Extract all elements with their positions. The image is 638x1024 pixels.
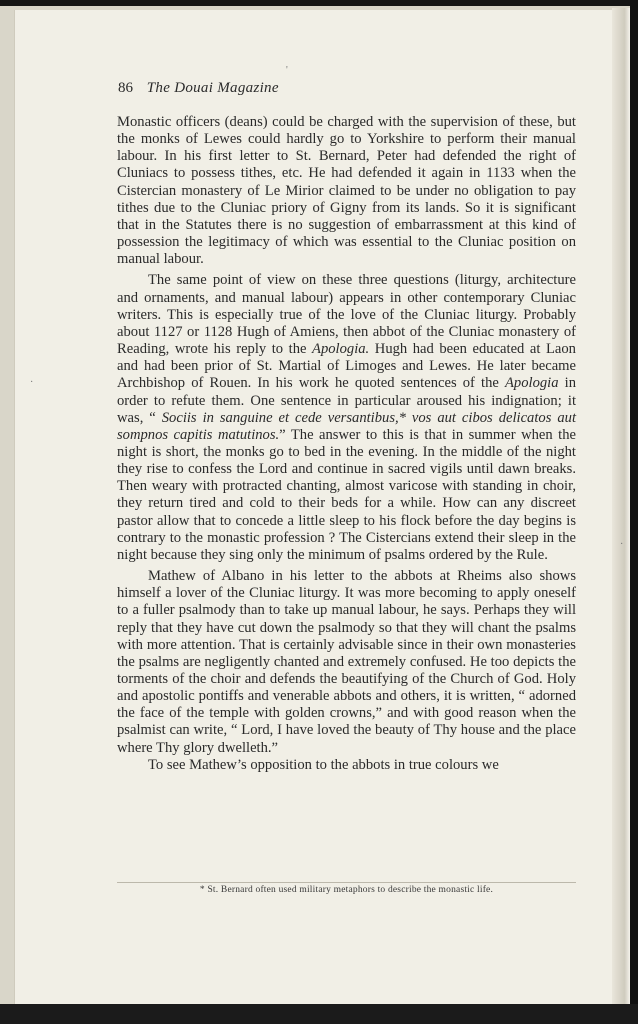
paragraph-2-text-b: Hugh had been educated at Laon and had been prior of St. Martial of Limoges and Lewes. He later became Archbishop of Rouen. In his work he quoted sentences of the (117, 341, 576, 392)
paragraph-3 (117, 568, 576, 757)
paragraph-4-text: To see Mathew’s opposition to the abbots in true colours we (148, 756, 499, 773)
paragraph-2 (117, 272, 576, 564)
paragraph-1 (117, 114, 576, 268)
speck-mark: · (30, 377, 34, 388)
paragraph-2-text-d: ” The answer to this is that in summer when the night is short, the monks go to bed in the evening. In the middle of the night they rise to confess the Lord and continue in sacred vigils until dawn breaks. Then weary with protracted chanting, almost varicose with standing in choir, they return tired and cold to their beds for a while. How can any discreet pastor allow that to concede a little sleep to his flock before the day begins is contrary to the monastic profession ? The Cistercians extend their sleep in the night because they sing only the minimum of psalms ordered by the Rule. (117, 426, 577, 563)
speck-mark: ' (286, 65, 288, 76)
paragraph-1-text: Monastic officers (deans) could be charged with the supervision of these, but the monks of Lewes could hardly go to Yorkshire to perform their manual labour. In his first letter to St. Bernard, Peter had defended the right of Cluniacs to possess tithes, etc. He had defended it again in 1133 when the Cistercian monastery of Le Mirior claimed to be under no obligation to pay tithes due to the Cluniac priory of Gigny from its lands. So it is significant that in the Statutes there is no suggestion of embarrassment at this kind of possession the legitimacy of which was essential to the Cluniac position on manual labour. (117, 114, 576, 268)
running-title: The Douai Magazine (146, 80, 279, 96)
paragraph-2-text-c: in order to refute them. One sentence in particular aroused his indignation; it was, “ (117, 375, 576, 426)
scan-background-bottom (0, 1004, 638, 1024)
scan-background-right (630, 0, 638, 1024)
footnote-rule (117, 882, 576, 883)
speck-mark: · (620, 539, 624, 550)
body-text (117, 114, 576, 774)
paragraph-3-text: Mathew of Albano in his letter to the abbots at Rheims also shows himself a lover of the Cluniac liturgy. It was more becoming to apply oneself to a fuller psalmody than to take up manual labour, he says. Perhaps they will reply that they have cut down the psalmody so that they will chant the psalms with more attention. That is certainly advisable since in their own monasteries the psalms are negligently chanted and extremely confused. He too depicts the torments of the choir and defends the beautifying of the Church of God. Holy and apostolic pontiffs and venerable abbots and others, it is written, “ adorned the face of the temple with golden crowns,” and with good reason when the psalmist can write, “ Lord, I have loved the beauty of Thy house and the place where Thy glory dwelleth.” (117, 568, 576, 756)
footnote: * St. Bernard often used military metaphors to describe the monastic life. (199, 885, 494, 895)
page-number: 86 (118, 80, 133, 96)
running-header (118, 80, 279, 97)
paragraph-2-latin-quote: Sociis in sanguine et cede versantibus,* vos aut cibos delicatos aut sompnos capitis matutinos. (117, 409, 576, 443)
paragraph-2-italic-apologia-1: Apologia. (312, 341, 370, 358)
paragraph-2-italic-apologia-2: Apologia (505, 375, 559, 392)
paragraph-2-text-a: The same point of view on these three questions (liturgy, architecture and ornaments, and manual labour) appears in other contemporary Cluniac writers. This is especially true of the love of the Cluniac liturgy. Probably about 1127 or 1128 Hugh of Amiens, then abbot of the Cluniac monastery of Reading, wrote his reply to the (117, 272, 576, 358)
page-gutter-edge (612, 8, 630, 1008)
paragraph-4 (117, 757, 576, 774)
